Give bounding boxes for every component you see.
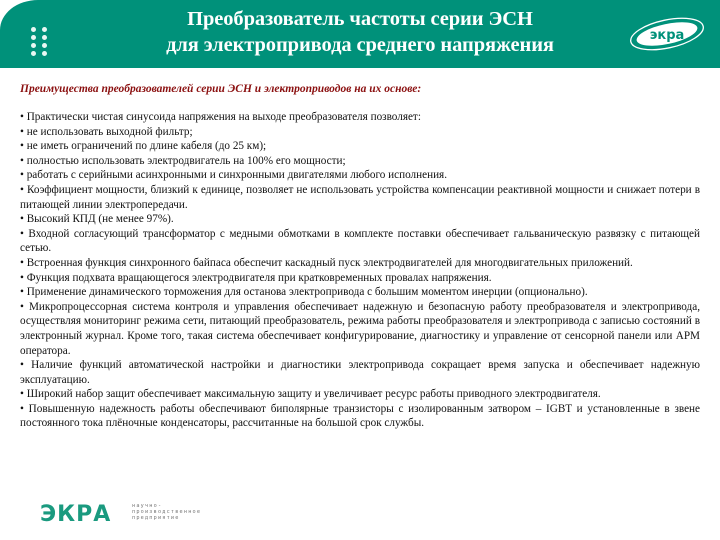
footer-tagline bbox=[132, 503, 201, 521]
tagline-line: производственное bbox=[132, 509, 202, 515]
footer-logo bbox=[40, 500, 260, 530]
list-item: • не иметь ограничений по длине кабеля (до 25 км); bbox=[20, 140, 267, 153]
svg-text:ЭКРА: ЭКРА bbox=[40, 502, 112, 527]
list-item: • Встроенная функция синхронного байпаса обеспечит каскадный пуск электродвигателей для многодвигательных приложений. bbox=[20, 256, 633, 269]
list-item: • полностью использовать электродвигатель на 100% его мощности; bbox=[20, 154, 346, 167]
list-item: • Коэффициент мощности, близкий к единице, позволяет не использовать устройства компенсации реактивной мощности и снижает потери в питающей линии электропередачи. bbox=[20, 183, 700, 211]
ekra-wordmark-icon bbox=[40, 500, 130, 528]
page-title bbox=[120, 6, 600, 58]
list-item: • Повышенную надежность работы обеспечивают биполярные транзисторы с изолированным затвором – IGBT и установленные в звене постоянного тока плёночные конденсаторы, рассчитанные на большой срок службы. bbox=[20, 402, 700, 430]
list-item: • Применение динамического торможения для останова электропривода с большим моментом инерции (опционально). bbox=[20, 286, 588, 299]
header-band bbox=[0, 0, 720, 68]
list-item: • работать с серийными асинхронными и синхронными двигателями любого исполнения. bbox=[20, 169, 448, 182]
list-item: • Широкий набор защит обеспечивает максимальную защиту и увеличивает ресурс работы приводного электродвигателя. bbox=[20, 388, 601, 401]
list-item: • Микропроцессорная система контроля и управления обеспечивает надежную и безопасную работу преобразователя и электропривода, осуществляя мониторинг режима сети, питающий преобразователь, режима работы преобразователя и электропривода с записью состояний в электронный журнал. Кроме того, такая система обеспечивает конфигурирование, диагностику и управление от сенсорной панели или АРМ оператора. bbox=[20, 300, 700, 357]
section-subtitle: Преимущества преобразователей серии ЭСН и электроприводов на их основе: bbox=[20, 83, 422, 95]
list-item: • Наличие функций автоматической настройки и диагностики электропривода сокращает время запуска и обеспечивает надежную эксплуатацию. bbox=[20, 359, 700, 386]
list-item: • не использовать выходной фильтр; bbox=[20, 125, 193, 138]
svg-text:экра: экра bbox=[649, 28, 685, 43]
tagline-line: предприятие bbox=[132, 515, 180, 521]
tagline-line: научно- bbox=[132, 503, 163, 509]
title-line-2: для электропривода среднего напряжения bbox=[166, 34, 554, 56]
advantages-list bbox=[20, 110, 700, 431]
ekra-logo-icon bbox=[628, 17, 706, 51]
list-item: • Функция подхвата вращающегося электродвигателя при кратковременных провалах напряжения. bbox=[20, 271, 492, 284]
list-item: • Высокий КПД (не менее 97%). bbox=[20, 213, 174, 226]
list-item: • Входной согласующий трансформатор с медными обмотками в комплекте поставки обеспечивает гальваническую развязку с питающей сетью. bbox=[20, 227, 700, 255]
list-item: • Практически чистая синусоида напряжения на выходе преобразователя позволяет: bbox=[20, 111, 421, 123]
dots-grid-icon bbox=[31, 27, 51, 57]
title-line-1: Преобразователь частоты серии ЭСН bbox=[187, 8, 533, 30]
